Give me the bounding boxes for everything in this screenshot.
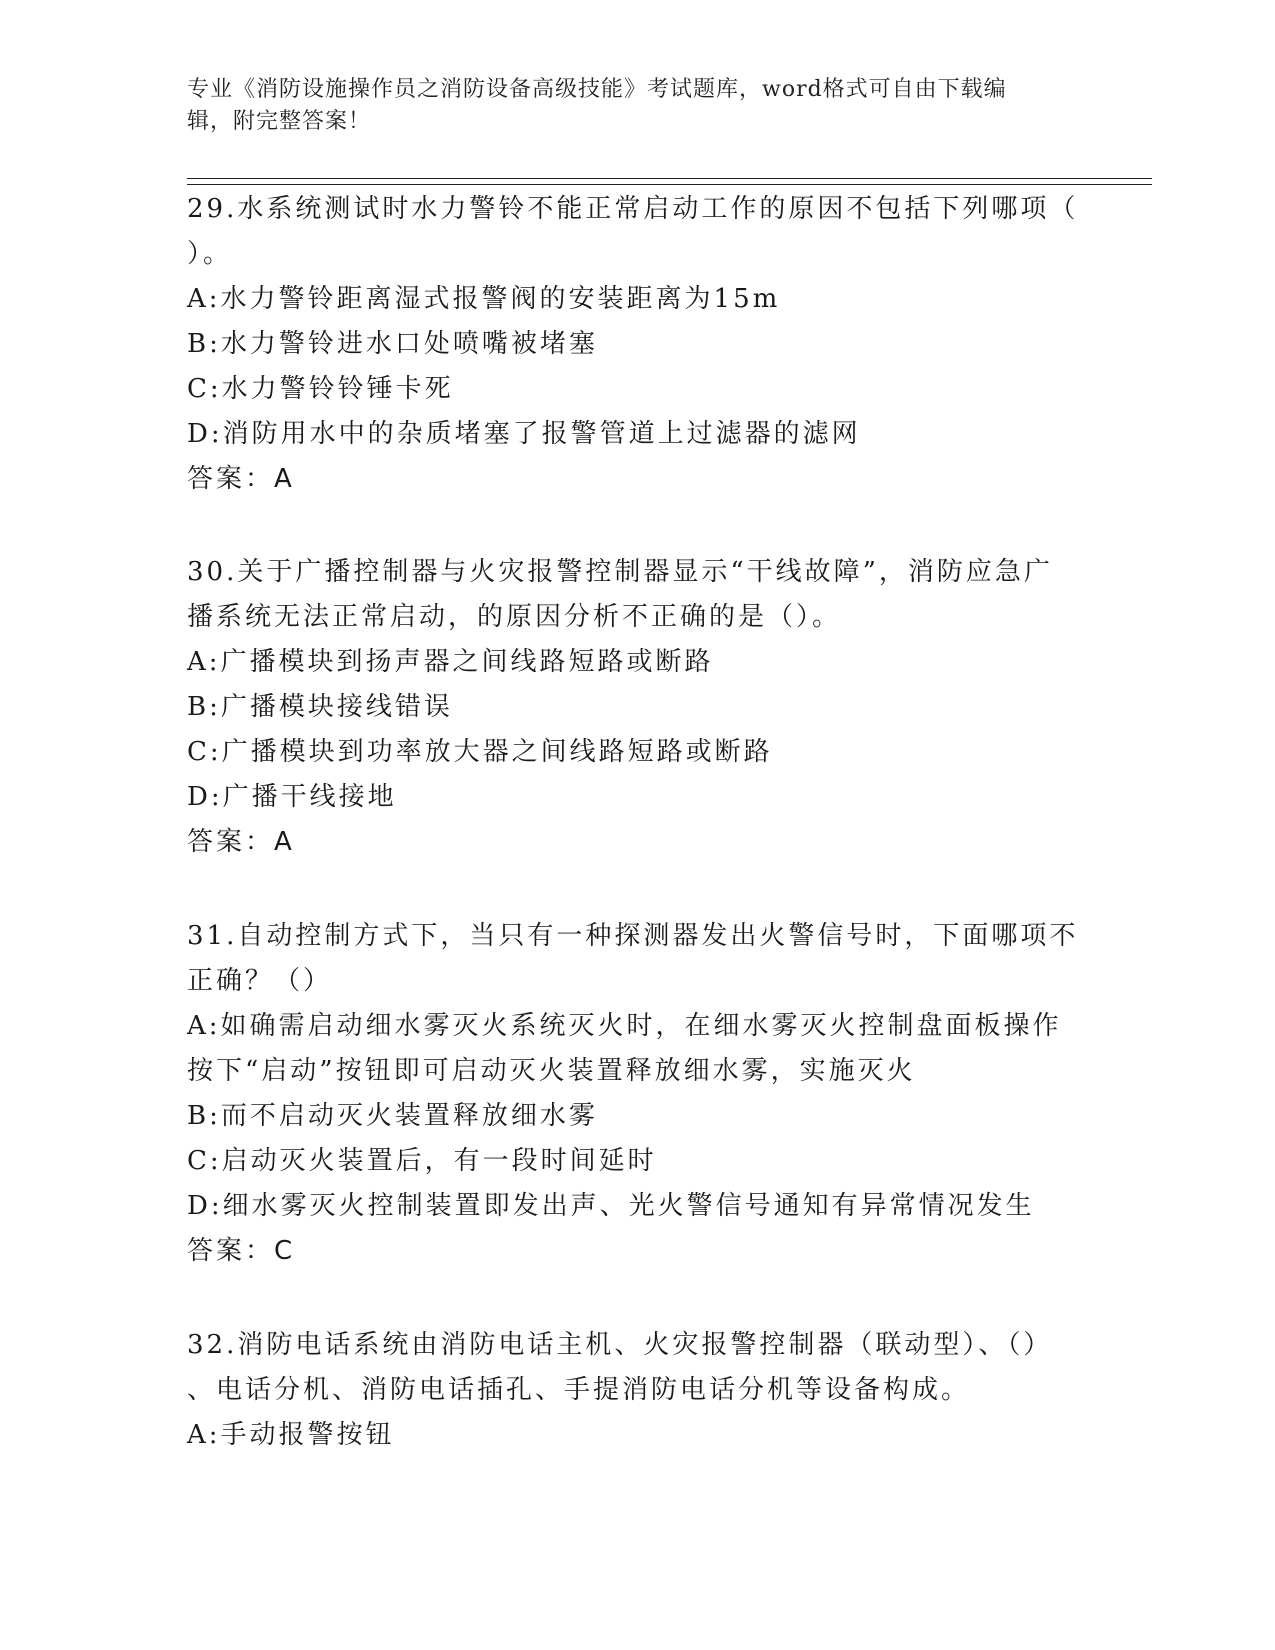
question-32 bbox=[187, 1323, 1087, 1458]
question-stem: 29.水系统测试时水力警铃不能正常启动工作的原因不包括下列哪项（ bbox=[187, 194, 1079, 224]
option-b: B:而不启动灭火装置释放细水雾 bbox=[187, 1101, 598, 1131]
header-line-1: 专业《消防设施操作员之消防设备高级技能》考试题库，word格式可自由下载编 bbox=[187, 77, 1007, 102]
option-d: D:细水雾灭火控制装置即发出声、光火警信号通知有异常情况发生 bbox=[187, 1191, 1035, 1221]
option-c: C:广播模块到功率放大器之间线路短路或断路 bbox=[187, 737, 773, 767]
question-stem: 正确？（） bbox=[187, 966, 333, 996]
question-stem: 、电话分机、消防电话插孔、手提消防电话分机等设备构成。 bbox=[187, 1375, 971, 1405]
option-a: A:广播模块到扬声器之间线路短路或断路 bbox=[187, 647, 714, 677]
question-stem: 30.关于广播控制器与火灾报警控制器显示“干线故障”，消防应急广 bbox=[187, 557, 1053, 587]
header-divider-top bbox=[187, 178, 1152, 179]
option-d: D:广播干线接地 bbox=[187, 782, 397, 812]
answer: 答案：C bbox=[187, 1236, 296, 1266]
header-line-2: 辑，附完整答案！ bbox=[187, 109, 372, 134]
question-31 bbox=[187, 914, 1087, 1274]
option-a-continued: 按下“启动”按钮即可启动灭火装置释放细水雾，实施灭火 bbox=[187, 1056, 916, 1086]
document-header bbox=[187, 74, 1067, 138]
question-stem: 31.自动控制方式下，当只有一种探测器发出火警信号时，下面哪项不 bbox=[187, 921, 1079, 951]
question-30 bbox=[187, 550, 1087, 865]
option-b: B:广播模块接线错误 bbox=[187, 692, 453, 722]
option-c: C:水力警铃铃锤卡死 bbox=[187, 374, 454, 404]
answer: 答案：A bbox=[187, 827, 295, 857]
option-a: A:手动报警按钮 bbox=[187, 1420, 395, 1450]
question-stem: ）。 bbox=[187, 239, 233, 269]
option-a: A:如确需启动细水雾灭火系统灭火时，在细水雾灭火控制盘面板操作 bbox=[187, 1011, 1062, 1041]
question-stem: 播系统无法正常启动，的原因分析不正确的是（）。 bbox=[187, 602, 842, 632]
option-a: A:水力警铃距离湿式报警阀的安装距离为15m bbox=[187, 284, 781, 314]
option-b: B:水力警铃进水口处喷嘴被堵塞 bbox=[187, 329, 598, 359]
answer: 答案：A bbox=[187, 464, 295, 494]
question-29 bbox=[187, 187, 1087, 502]
option-d: D:消防用水中的杂质堵塞了报警管道上过滤器的滤网 bbox=[187, 419, 861, 449]
option-c: C:启动灭火装置后，有一段时间延时 bbox=[187, 1146, 657, 1176]
header-divider-bottom bbox=[187, 184, 1152, 185]
question-stem: 32.消防电话系统由消防电话主机、火灾报警控制器（联动型）、（） bbox=[187, 1330, 1053, 1360]
